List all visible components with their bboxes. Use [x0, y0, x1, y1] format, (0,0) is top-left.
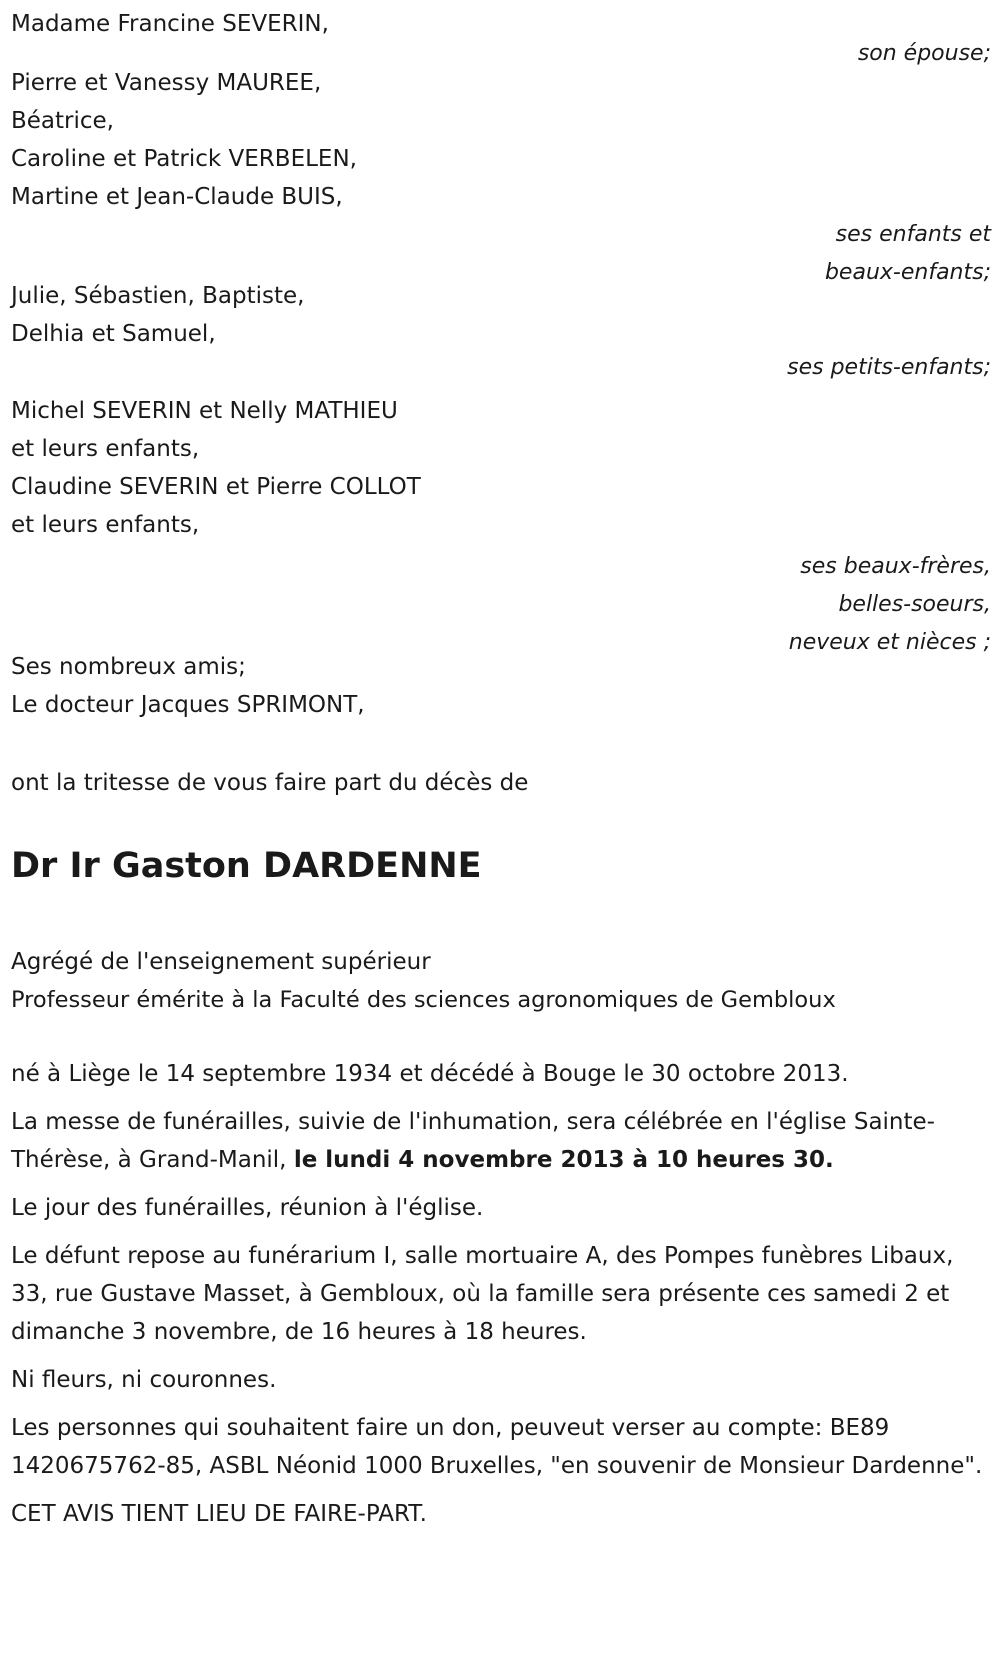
family-relation: belles-soeurs,: [838, 592, 991, 617]
closing-text: CET AVIS TIENT LIEU DE FAIRE-PART.: [11, 1501, 427, 1527]
family-group-spouse: [11, 5, 991, 73]
donation-text: Les personnes qui souhaitent faire un don, peuveut verser au compte: BE89 1420675762-85, ASBL Néonid 1000 Bruxelles, "en souvenir de Monsieur Dardenne".: [11, 1415, 983, 1479]
family-relation: ses beaux-frères,: [800, 554, 991, 579]
friends-line: Ses nombreux amis;: [11, 654, 246, 680]
family-relation: beaux-enfants;: [824, 260, 991, 285]
deceased-titles: [11, 943, 991, 1019]
title-line: Professeur émérite à la Faculté des sciences agronomiques de Gembloux: [11, 987, 836, 1013]
family-relation: son épouse;: [857, 41, 991, 66]
family-name-line: Martine et Jean-Claude BUIS,: [11, 184, 343, 210]
family-name-line: Béatrice,: [11, 108, 114, 134]
family-name-line: Julie, Sébastien, Baptiste,: [11, 283, 305, 309]
family-group-in-laws: [11, 392, 991, 662]
family-name-line: et leurs enfants,: [11, 512, 200, 538]
family-relation: neveux et nièces ;: [788, 630, 991, 655]
family-name-line: Delhia et Samuel,: [11, 321, 216, 347]
funeral-text: [11, 1103, 991, 1179]
deceased-name: Dr Ir Gaston DARDENNE: [11, 846, 482, 886]
birth-death-text: né à Liège le 14 septembre 1934 et décédé à Bouge le 30 octobre 2013.: [11, 1061, 849, 1087]
friends-section: [11, 648, 991, 724]
family-relation: ses petits-enfants;: [787, 355, 991, 380]
family-name-line: Madame Francine SEVERIN,: [11, 11, 329, 37]
family-name-line: Michel SEVERIN et Nelly MATHIEU: [11, 398, 398, 424]
flowers-text: Ni fleurs, ni couronnes.: [11, 1367, 277, 1393]
funeral-description: La messe de funérailles, suivie de l'inhumation, sera célébrée en l'église Sainte-Thérèse, à Grand-Manil,: [11, 1109, 935, 1173]
friends-line: Le docteur Jacques SPRIMONT,: [11, 692, 365, 718]
family-group-children: [11, 64, 991, 292]
family-group-grandchildren: [11, 277, 991, 387]
rest-text: Le défunt repose au funérarium I, salle mortuaire A, des Pompes funèbres Libaux, 33, rue Gustave Masset, à Gembloux, où la famille sera présente ces samedi 2 et dimanche 3 novembre, de 16 heures à 18 heures.: [11, 1243, 954, 1345]
family-relation: ses enfants et: [835, 222, 991, 247]
details-section: [11, 1055, 991, 1533]
family-name-line: et leurs enfants,: [11, 436, 200, 462]
family-name-line: Claudine SEVERIN et Pierre COLLOT: [11, 474, 421, 500]
meeting-text: Le jour des funérailles, réunion à l'église.: [11, 1195, 484, 1221]
announcement-text: ont la tritesse de vous faire part du décès de: [11, 770, 529, 796]
funeral-date: le lundi 4 novembre 2013 à 10 heures 30.: [293, 1147, 834, 1173]
title-line: Agrégé de l'enseignement supérieur: [11, 949, 431, 975]
family-name-line: Pierre et Vanessy MAUREE,: [11, 70, 322, 96]
family-name-line: Caroline et Patrick VERBELEN,: [11, 146, 357, 172]
